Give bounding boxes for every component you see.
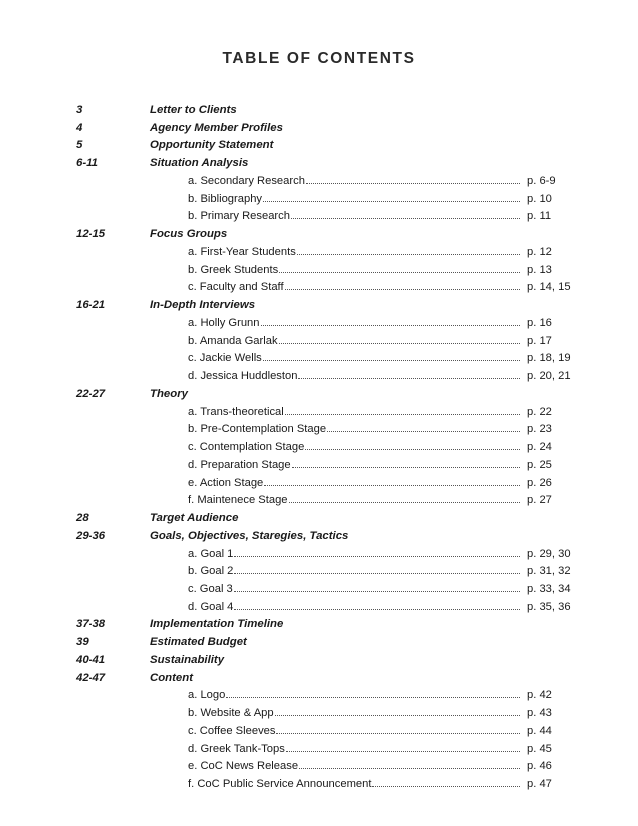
toc-section-row: [0, 119, 638, 137]
toc-entry-row: [0, 686, 638, 704]
dot-leader: [275, 715, 520, 716]
entry-label: e. Action Stage: [188, 476, 264, 489]
entry-label: b. Bibliography: [188, 192, 263, 205]
entry-page-number: p. 29, 30: [527, 547, 571, 560]
entry-label: b. Primary Research: [188, 210, 290, 223]
entry-page-number: p. 14, 15: [527, 281, 571, 294]
entry-leader: [188, 190, 520, 208]
dot-leader: [372, 786, 520, 787]
toc-entry-row: [0, 757, 638, 775]
entry-page-number: p. 16: [527, 316, 552, 329]
toc-section-row: [0, 527, 638, 545]
toc-entry-row: [0, 545, 638, 563]
toc-entry-row: [0, 740, 638, 758]
section-page-range: 22-27: [76, 387, 106, 400]
entry-page-number: p. 25: [527, 458, 552, 471]
toc-entry-row: [0, 314, 638, 332]
entry-leader: [188, 545, 520, 563]
toc-section-row: [0, 296, 638, 314]
entry-page-number: p. 26: [527, 476, 552, 489]
entry-leader: [188, 740, 520, 758]
entry-label: b. Pre-Contemplation Stage: [188, 423, 327, 436]
toc-entry-row: [0, 491, 638, 509]
entry-leader: [188, 420, 520, 438]
entry-leader: [188, 349, 520, 367]
toc-entry-row: [0, 190, 638, 208]
dot-leader: [289, 502, 520, 503]
toc-entry-row: [0, 438, 638, 456]
toc-section-row: [0, 509, 638, 527]
section-title: Target Audience: [150, 512, 239, 525]
entry-leader: [188, 686, 520, 704]
entry-label: f. Maintenece Stage: [188, 494, 288, 507]
toc-section-row: [0, 154, 638, 172]
toc-entry-row: [0, 172, 638, 190]
dot-leader: [279, 272, 520, 273]
toc-section-row: [0, 136, 638, 154]
entry-page-number: p. 23: [527, 423, 552, 436]
entry-leader: [188, 172, 520, 190]
entry-label: a. Goal 1: [188, 547, 234, 560]
entry-leader: [188, 775, 520, 793]
section-page-range: 28: [76, 512, 89, 525]
entry-leader: [188, 367, 520, 385]
entry-label: c. Faculty and Staff: [188, 281, 284, 294]
section-page-range: 40-41: [76, 653, 106, 666]
section-page-range: 5: [76, 139, 83, 152]
entry-page-number: p. 47: [527, 778, 552, 791]
entry-page-number: p. 27: [527, 494, 552, 507]
toc-entry-row: [0, 456, 638, 474]
entry-label: a. First-Year Students: [188, 245, 296, 258]
entry-label: a. Logo: [188, 689, 226, 702]
section-page-range: 29-36: [76, 529, 106, 542]
toc-entry-row: [0, 704, 638, 722]
section-title: Letter to Clients: [150, 104, 237, 116]
entry-leader: [188, 580, 520, 598]
entry-label: d. Jessica Huddleston: [188, 370, 298, 383]
dot-leader: [276, 733, 520, 734]
entry-page-number: p. 42: [527, 689, 552, 702]
dot-leader: [234, 609, 520, 610]
section-title: Focus Groups: [150, 228, 228, 241]
dot-leader: [264, 485, 520, 486]
entry-page-number: p. 46: [527, 760, 552, 773]
section-title: Estimated Budget: [150, 636, 247, 649]
dot-leader: [261, 325, 520, 326]
toc-entry-row: [0, 775, 638, 793]
entry-label: c. Contemplation Stage: [188, 441, 305, 454]
toc-entry-row: [0, 474, 638, 492]
toc-entry-row: [0, 562, 638, 580]
toc-entry-row: [0, 403, 638, 421]
section-title: Implementation Timeline: [150, 618, 284, 631]
entry-leader: [188, 474, 520, 492]
toc-entry-row: [0, 598, 638, 616]
dot-leader: [263, 360, 520, 361]
entry-leader: [188, 598, 520, 616]
entry-label: b. Amanda Garlak: [188, 334, 278, 347]
entry-page-number: p. 12: [527, 245, 552, 258]
dot-leader: [306, 183, 520, 184]
section-title: Opportunity Statement: [150, 139, 274, 152]
toc-section-row: [0, 101, 638, 119]
dot-leader: [279, 343, 520, 344]
entry-leader: [188, 704, 520, 722]
dot-leader: [286, 751, 520, 752]
toc-section-row: [0, 385, 638, 403]
entry-page-number: p. 35, 36: [527, 600, 571, 613]
section-page-range: 4: [76, 121, 83, 134]
section-title: Situation Analysis: [150, 157, 249, 170]
dot-leader: [263, 201, 520, 202]
section-page-range: 42-47: [76, 671, 106, 684]
entry-label: a. Holly Grunn: [188, 316, 260, 329]
entry-label: b. Website & App: [188, 707, 274, 720]
dot-leader: [226, 697, 520, 698]
dot-leader: [291, 218, 520, 219]
toc-entry-row: [0, 722, 638, 740]
toc-entry-row: [0, 261, 638, 279]
page-title: TABLE OF CONTENTS: [222, 50, 416, 67]
entry-label: b. Goal 2: [188, 565, 234, 578]
toc-section-row: [0, 615, 638, 633]
dot-leader: [285, 414, 520, 415]
entry-leader: [188, 562, 520, 580]
entry-leader: [188, 332, 520, 350]
entry-label: b. Greek Students: [188, 263, 279, 276]
dot-leader: [305, 449, 520, 450]
entry-page-number: p. 10: [527, 192, 552, 205]
section-title: Goals, Objectives, Staregies, Tactics: [150, 529, 349, 542]
section-page-range: 16-21: [76, 299, 106, 312]
entry-leader: [188, 243, 520, 261]
entry-label: f. CoC Public Service Announcement: [188, 778, 372, 791]
toc-section-row: [0, 633, 638, 651]
entry-leader: [188, 456, 520, 474]
entry-page-number: p. 43: [527, 707, 552, 720]
toc-entry-row: [0, 332, 638, 350]
dot-leader: [234, 573, 520, 574]
entry-label: d. Greek Tank-Tops: [188, 742, 285, 755]
section-title: Agency Member Profiles: [150, 121, 283, 134]
dot-leader: [234, 556, 520, 557]
entry-label: c. Jackie Wells: [188, 352, 262, 365]
toc-section-row: [0, 669, 638, 687]
toc-entry-row: [0, 580, 638, 598]
dot-leader: [234, 591, 520, 592]
dot-leader: [297, 254, 520, 255]
entry-label: c. Goal 3: [188, 582, 233, 595]
toc-entry-row: [0, 243, 638, 261]
entry-page-number: p. 17: [527, 334, 552, 347]
entry-leader: [188, 438, 520, 456]
dot-leader: [299, 768, 520, 769]
entry-leader: [188, 491, 520, 509]
entry-label: c. Coffee Sleeves: [188, 724, 276, 737]
toc-entry-row: [0, 420, 638, 438]
toc-entry-row: [0, 349, 638, 367]
entry-label: e. CoC News Release: [188, 760, 299, 773]
entry-page-number: p. 13: [527, 263, 552, 276]
entry-label: d. Goal 4: [188, 600, 234, 613]
section-page-range: 37-38: [76, 618, 106, 631]
entry-leader: [188, 278, 520, 296]
entry-leader: [188, 403, 520, 421]
entry-leader: [188, 207, 520, 225]
entry-leader: [188, 314, 520, 332]
toc-section-row: [0, 225, 638, 243]
section-title: Sustainability: [150, 653, 225, 666]
entry-page-number: p. 33, 34: [527, 582, 571, 595]
entry-page-number: p. 22: [527, 405, 552, 418]
toc-entry-row: [0, 278, 638, 296]
dot-leader: [327, 431, 520, 432]
entry-page-number: p. 45: [527, 742, 552, 755]
entry-page-number: p. 6-9: [527, 174, 556, 187]
entry-page-number: p. 11: [527, 210, 552, 223]
section-page-range: 39: [76, 636, 89, 649]
section-page-range: 3: [76, 104, 83, 116]
toc-section-row: [0, 651, 638, 669]
dot-leader: [292, 467, 520, 468]
entry-page-number: p. 44: [527, 724, 552, 737]
entry-leader: [188, 757, 520, 775]
dot-leader: [298, 378, 520, 379]
dot-leader: [285, 289, 520, 290]
section-title: Theory: [150, 387, 188, 400]
entry-page-number: p. 24: [527, 441, 552, 454]
section-title: Content: [150, 671, 194, 684]
section-page-range: 12-15: [76, 228, 106, 241]
entry-leader: [188, 261, 520, 279]
toc-entry-row: [0, 207, 638, 225]
entry-leader: [188, 722, 520, 740]
entry-page-number: p. 20, 21: [527, 370, 571, 383]
section-page-range: 6-11: [76, 157, 98, 170]
entry-label: a. Secondary Research: [188, 174, 305, 187]
section-title: In-Depth Interviews: [150, 299, 256, 312]
entry-page-number: p. 31, 32: [527, 565, 571, 578]
entry-page-number: p. 18, 19: [527, 352, 571, 365]
entry-label: a. Trans-theoretical: [188, 405, 284, 418]
toc-entry-row: [0, 367, 638, 385]
entry-label: d. Preparation Stage: [188, 458, 291, 471]
